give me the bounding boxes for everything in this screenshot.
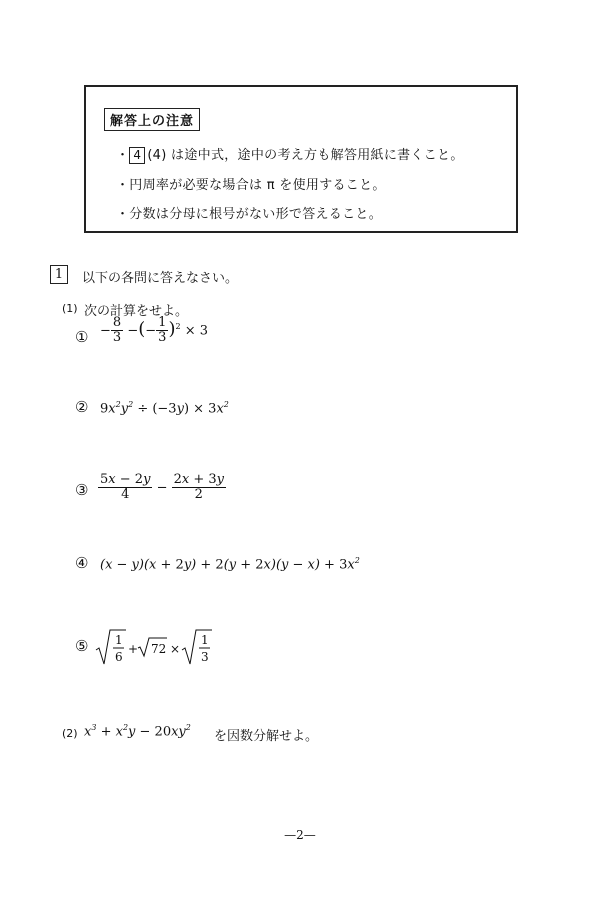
part2-label: (2) (62, 727, 78, 740)
problem-1-expression: − $\frac{8}{3}$ −(− $\frac{1}{3}$ )$^2$ × 3 (100, 315, 209, 346)
notice-item-1-text: (4) は途中式，途中の考え方も解答用紙に書くこと。 (147, 148, 464, 163)
question-heading: 以下の各問に答えなさい。 (82, 271, 239, 286)
problem-2-expression: $9x^2y^2 \div (-3y) \times 3x^2$ (100, 400, 229, 417)
problem-5-mark: ⑤ (75, 637, 89, 655)
svg-text:3: 3 (201, 650, 209, 664)
part1-label: (1) (62, 302, 78, 315)
problem-1-mark: ① (75, 328, 89, 346)
question-number-box: 1 (50, 265, 68, 284)
svg-text:+: + (128, 642, 139, 656)
part2-expression: $x^3 + x^2y - 20xy^2$ (84, 723, 191, 740)
page-number: —2— (284, 828, 316, 842)
part1-text: 次の計算をせよ。 (84, 304, 189, 319)
notice-title: 解答上の注意 (104, 108, 200, 131)
problem-2-mark: ② (75, 398, 89, 416)
bullet-dot: ・ (116, 148, 130, 163)
svg-text:×: × (170, 642, 181, 656)
notice-item-3: ・分数は分母に根号がない形で答えること。 (116, 207, 383, 222)
problem-4-mark: ④ (75, 554, 89, 572)
problem-4-expression: $(x - y)(x + 2y) + 2(y + 2x)(y - x) + 3x^2$ (100, 556, 360, 573)
svg-text:1: 1 (201, 633, 209, 647)
problem-3-mark: ③ (75, 481, 89, 499)
frac-den: 6 (115, 650, 123, 664)
svg-text:72: 72 (151, 642, 167, 656)
frac-num: 1 (115, 633, 123, 647)
notice-item-2: ・円周率が必要な場合は π を使用すること。 (116, 178, 386, 193)
notice-item-1 (116, 144, 464, 164)
question-ref-box: 4 (129, 147, 145, 164)
part2-text: を因数分解せよ。 (214, 729, 319, 744)
problem-3-expression: $\frac{5x - 2y}{4}$ − $\frac{2x + 3y}{2}$ (100, 472, 225, 503)
problem-5-expression (94, 626, 224, 670)
